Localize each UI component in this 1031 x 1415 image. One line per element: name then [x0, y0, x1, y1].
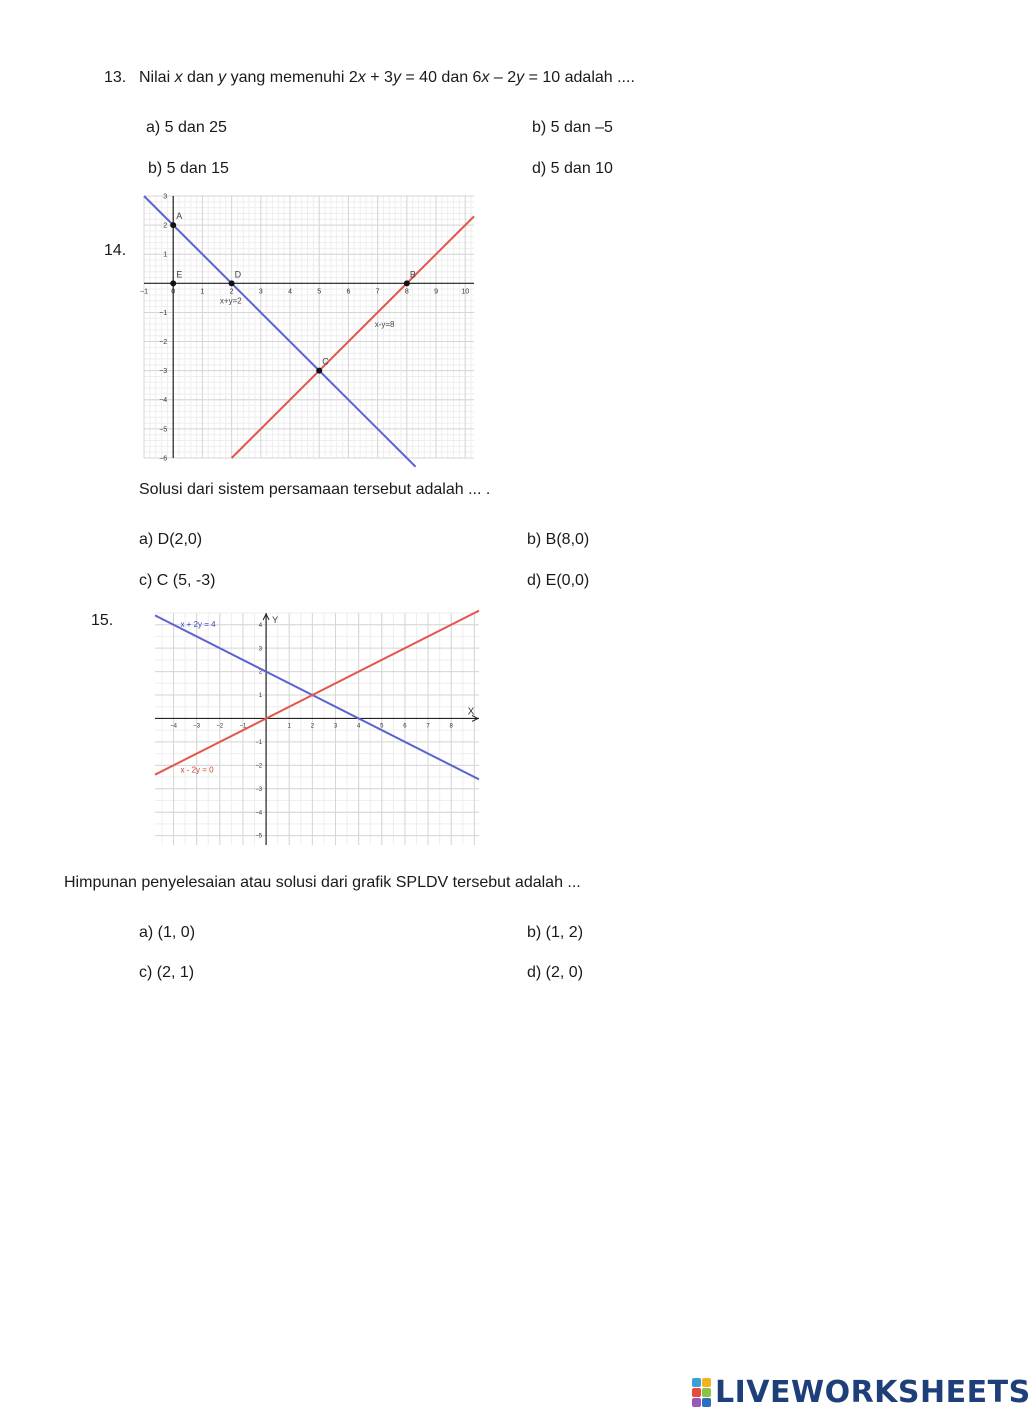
point-label: D: [234, 269, 242, 280]
y-tick-label: 1: [163, 251, 168, 259]
y-tick-label: 2: [163, 222, 168, 230]
x-tick-label: 6: [346, 288, 351, 296]
point-marker: [229, 280, 235, 286]
x-tick-label: 6: [403, 723, 407, 730]
liveworksheets-logo: [692, 1374, 1031, 1410]
q13-option-b[interactable]: b) 5 dan –5: [532, 119, 613, 136]
q15-option-b[interactable]: b) (1, 2): [527, 924, 584, 941]
q14-option-c[interactable]: c) C (5, -3): [139, 572, 216, 589]
y-tick-label: −5: [159, 426, 168, 434]
x-tick-label: 2: [310, 723, 315, 730]
point-marker: [170, 222, 176, 228]
q14-option-b[interactable]: b) B(8,0): [527, 531, 590, 548]
x-tick-label: 4: [356, 723, 361, 730]
x-tick-label: −1: [140, 288, 148, 296]
point-label: B: [409, 269, 416, 280]
x-tick-label: −3: [193, 723, 201, 730]
point-marker: [170, 280, 176, 286]
x-tick-label: 1: [287, 723, 291, 730]
q15-option-c[interactable]: c) (2, 1): [139, 964, 195, 981]
x-tick-label: 3: [258, 288, 263, 296]
series-label: x + 2y = 4: [180, 620, 216, 630]
logo-mark-block: [692, 1388, 701, 1397]
x-axis-label: X: [467, 706, 475, 718]
x-tick-label: 1: [200, 288, 205, 296]
logo-mark-block: [692, 1378, 701, 1387]
x-tick-label: 7: [375, 288, 380, 296]
series-label: x - 2y = 0: [180, 765, 214, 775]
y-tick-label: −3: [255, 786, 263, 793]
y-tick-label: −2: [255, 763, 263, 770]
q14-number: 14.: [104, 242, 127, 259]
point-label: C: [322, 356, 329, 367]
x-tick-label: 2: [229, 288, 234, 296]
q15-question: Himpunan penyelesaian atau solusi dari grafik SPLDV tersebut adalah ...: [64, 874, 581, 891]
y-tick-label: −4: [159, 397, 168, 405]
q13-number: 13.: [104, 69, 127, 86]
point-label: A: [176, 211, 183, 222]
q14-graph: [140, 193, 474, 463]
x-tick-label: 8: [404, 288, 409, 296]
y-tick-label: −1: [255, 739, 263, 746]
x-tick-label: −4: [170, 723, 177, 730]
x-tick-label: −1: [239, 723, 247, 730]
grid: [144, 196, 474, 458]
y-tick-label: −2: [159, 339, 168, 347]
x-tick-label: 7: [426, 723, 430, 730]
y-tick-label: 3: [163, 193, 168, 201]
series-label: x-y=8: [374, 320, 395, 329]
logo-mark-block: [702, 1398, 711, 1407]
series-line: [155, 611, 479, 775]
logo-text: LIVEWORKSHEETS: [715, 1374, 1031, 1410]
point-label: E: [176, 269, 183, 280]
x-tick-label: 8: [449, 723, 453, 730]
y-tick-label: 1: [258, 693, 263, 700]
q15-option-a[interactable]: a) (1, 0): [139, 924, 196, 941]
y-tick-label: 4: [258, 622, 263, 629]
y-tick-label: −5: [255, 833, 263, 840]
x-tick-label: 3: [333, 723, 338, 730]
liveworksheets-logo-icon: [692, 1378, 711, 1407]
x-tick-label: 4: [288, 288, 292, 296]
q13-option-d[interactable]: d) 5 dan 10: [532, 160, 613, 177]
y-tick-label: 2: [258, 669, 263, 676]
y-tick-label: 3: [258, 646, 263, 653]
q14-option-a[interactable]: a) D(2,0): [139, 531, 203, 548]
x-tick-label: 0: [171, 288, 176, 296]
logo-mark-block: [692, 1398, 701, 1407]
y-tick-label: −4: [255, 810, 263, 817]
y-tick-label: −6: [159, 455, 168, 463]
logo-mark-block: [702, 1378, 711, 1387]
series-label: x+y=2: [219, 296, 242, 306]
x-tick-label: 5: [317, 288, 322, 296]
point-marker: [404, 280, 410, 286]
q15-option-d[interactable]: d) (2, 0): [527, 964, 584, 981]
grid: [155, 613, 479, 845]
q13-question: Nilai x dan y yang memenuhi 2x + 3y = 40 dan 6x – 2y = 10 adalah ....: [139, 69, 635, 86]
q14-option-d[interactable]: d) E(0,0): [527, 572, 590, 589]
point-marker: [316, 368, 322, 374]
logo-mark-block: [702, 1388, 711, 1397]
x-tick-label: 9: [434, 288, 438, 296]
y-axis-label: Y: [272, 615, 279, 625]
y-tick-label: −1: [159, 309, 168, 317]
q13-option-a[interactable]: a) 5 dan 25: [146, 119, 227, 136]
q14-question: Solusi dari sistem persamaan tersebut adalah ... .: [139, 481, 491, 498]
q15-number: 15.: [91, 612, 114, 629]
series-line: [155, 615, 479, 779]
x-tick-label: 10: [461, 288, 470, 296]
q15-graph: [155, 613, 479, 845]
y-tick-label: −3: [159, 368, 168, 376]
x-tick-label: 5: [380, 723, 384, 730]
q13-option-c[interactable]: b) 5 dan 15: [148, 160, 229, 177]
x-tick-label: −2: [216, 723, 224, 730]
